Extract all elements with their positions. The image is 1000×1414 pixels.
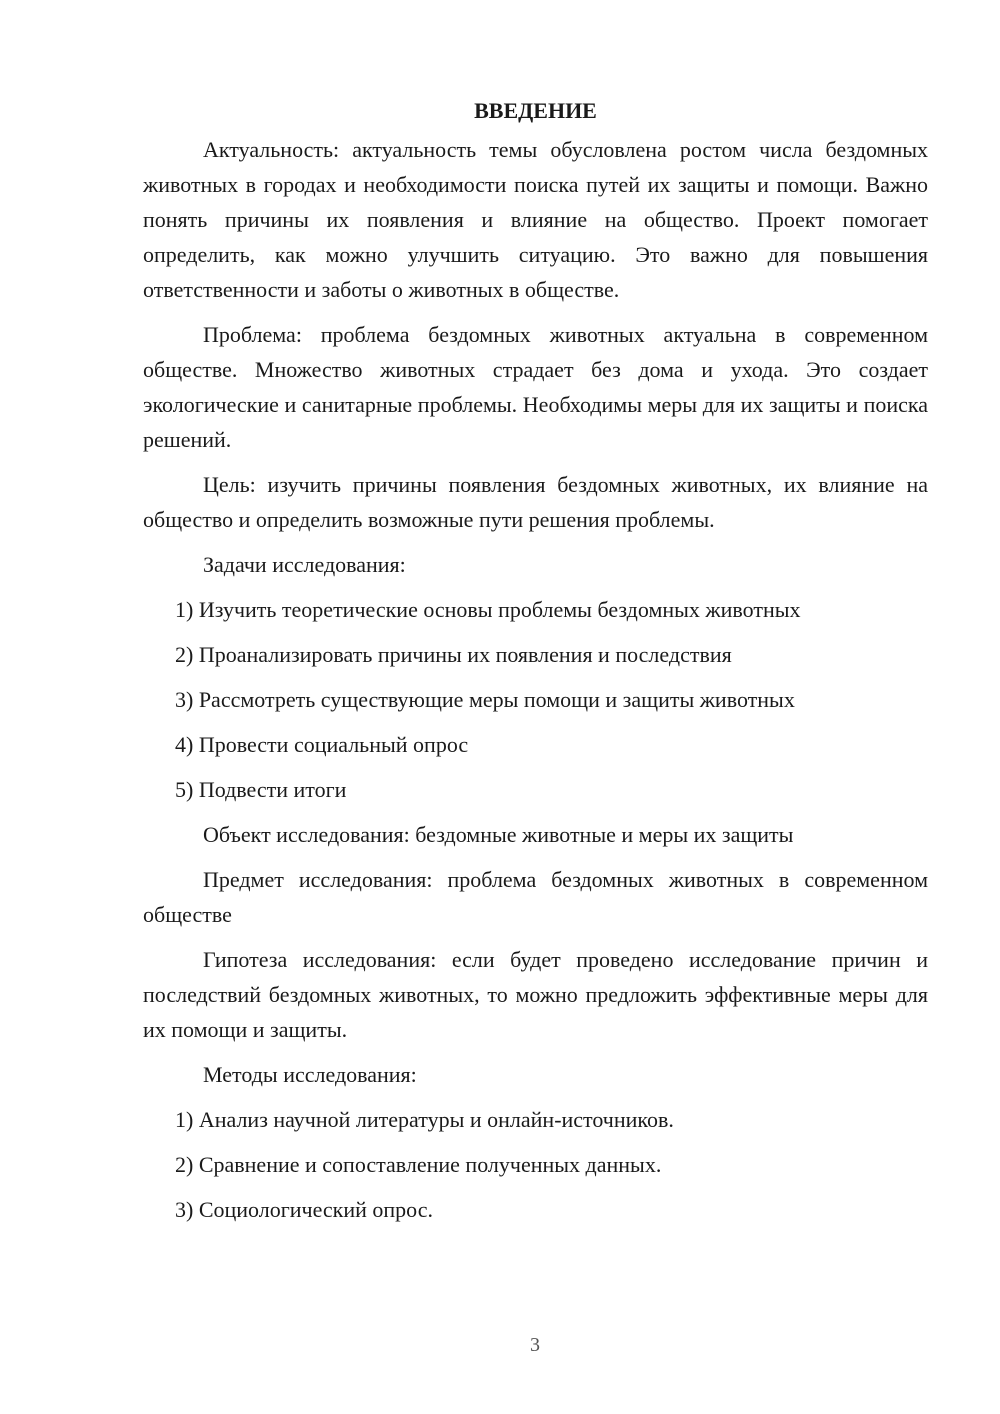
task-item-3: 3) Рассмотреть существующие меры помощи и защиты животных (175, 687, 795, 712)
object-line: Объект исследования: бездомные животные и меры их защиты (203, 822, 794, 847)
task-item-5: 5) Подвести итоги (175, 777, 347, 802)
methods-heading: Методы исследования: (203, 1062, 417, 1087)
relevance-paragraph: Актуальность: актуальность темы обусловлена ростом числа бездомных животных в городах и необходимости поиска путей их защиты и помощи. Важно понять причины их появления и влияние на общество. Проект помогает определить, как можно улучшить ситуацию. Это важно для повышения ответственности и заботы о животных в обществе. (143, 137, 928, 302)
problem-paragraph: Проблема: проблема бездомных животных актуальна в современном обществе. Множество животных страдает без дома и ухода. Это создает экологические и санитарные проблемы. Необходимы меры для их защиты и поиска решений. (143, 322, 928, 452)
tasks-heading: Задачи исследования: (203, 552, 406, 577)
task-item-4: 4) Провести социальный опрос (175, 732, 469, 757)
task-item-1: 1) Изучить теоретические основы проблемы бездомных животных (175, 597, 801, 622)
task-item-2: 2) Проанализировать причины их появления и последствия (175, 642, 732, 667)
section-title: ВВЕДЕНИЕ (474, 98, 597, 123)
method-item-1: 1) Анализ научной литературы и онлайн-источников. (175, 1107, 674, 1132)
hypothesis-paragraph: Гипотеза исследования: если будет проведено исследование причин и последствий бездомных животных, то можно предложить эффективные меры для их помощи и защиты. (143, 947, 928, 1042)
method-item-3: 3) Социологический опрос. (175, 1197, 433, 1222)
document-page (143, 96, 928, 1237)
page-number: 3 (530, 1334, 540, 1356)
goal-paragraph: Цель: изучить причины появления бездомных животных, их влияние на общество и определить возможные пути решения проблемы. (143, 472, 928, 532)
subject-paragraph: Предмет исследования: проблема бездомных животных в современном обществе (143, 867, 928, 927)
method-item-2: 2) Сравнение и сопоставление полученных данных. (175, 1152, 662, 1177)
